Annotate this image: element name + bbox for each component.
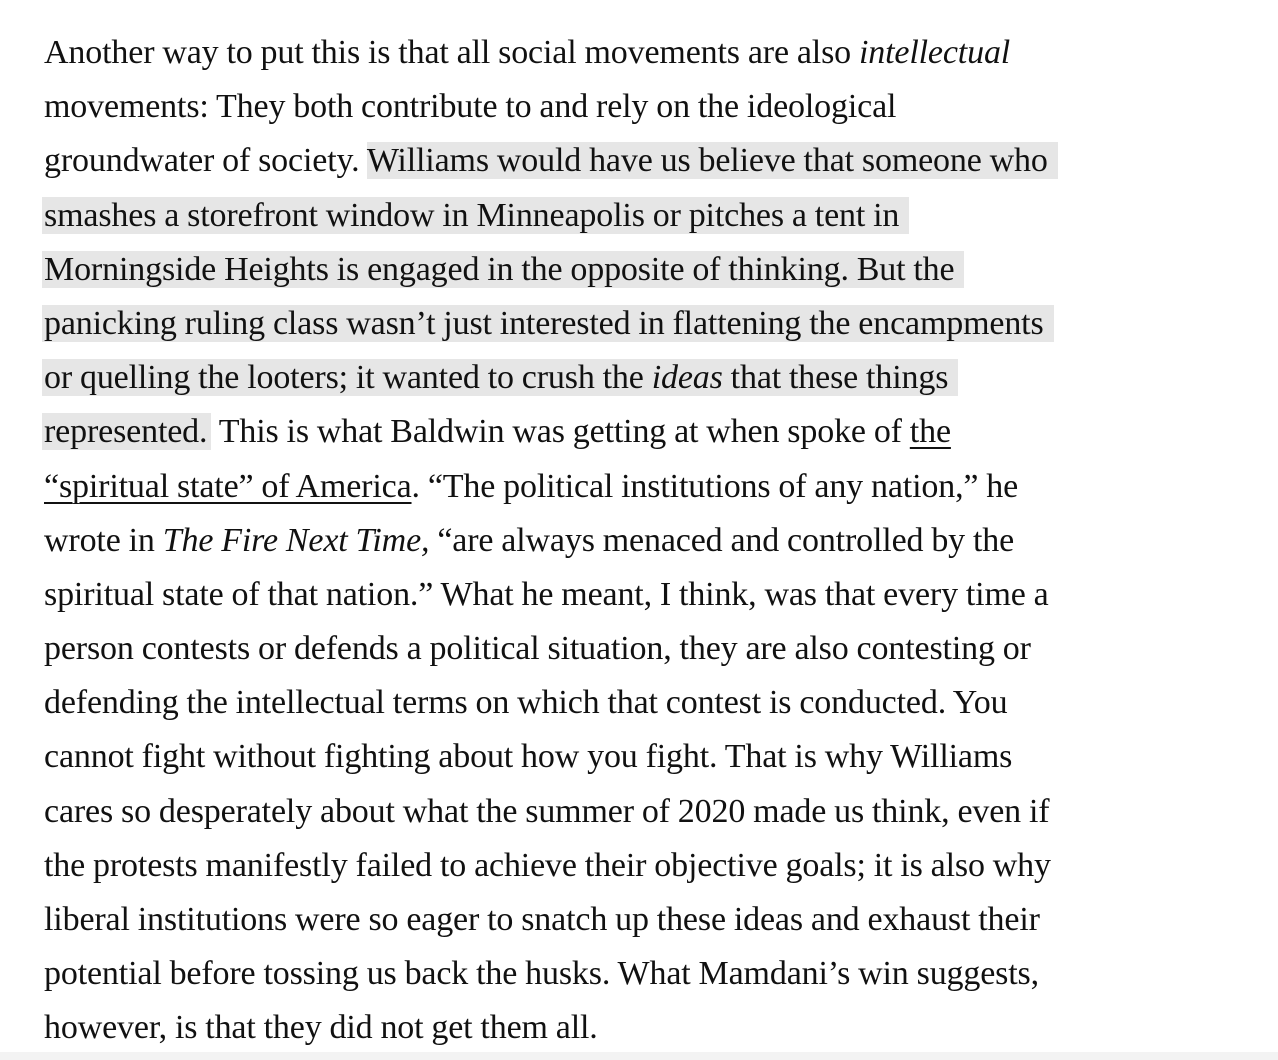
highlighted-text[interactable] xyxy=(42,359,958,396)
text-line xyxy=(44,730,1244,784)
highlighted-text[interactable]: smashes a storefront window in Minneapolis or pitches a tent in xyxy=(42,197,909,234)
text-run: or quelling the looters; it wanted to crush the xyxy=(44,359,652,397)
text-line xyxy=(44,26,1244,80)
page-bottom-edge xyxy=(0,1052,1278,1060)
text-line xyxy=(44,460,1244,514)
text-line xyxy=(44,893,1244,947)
text-run: spiritual state of that nation.” What he meant, I think, was that every time a xyxy=(44,575,1049,613)
text-run: wrote in xyxy=(44,521,163,559)
spiritual-state-link[interactable]: the xyxy=(909,413,951,451)
text-run: “are always menaced and controlled by the xyxy=(429,521,1015,559)
text-run: cares so desperately about what the summer of 2020 made us think, even if xyxy=(44,792,1050,830)
text-run: however, is that they did not get them all. xyxy=(44,1009,598,1047)
text-run: movements: They both contribute to and rely on the ideological xyxy=(44,88,897,126)
text-line xyxy=(44,839,1244,893)
text-line xyxy=(44,351,1244,405)
text-run: the protests manifestly failed to achieve their objective goals; it is also why xyxy=(44,846,1051,884)
highlighted-text[interactable]: Williams would have us believe that someone who xyxy=(367,142,1058,179)
text-line xyxy=(44,297,1244,351)
text-run: This is what Baldwin was getting at when spoke of xyxy=(211,413,910,451)
text-run: potential before tossing us back the husks. What Mamdani’s win suggests, xyxy=(44,955,1039,993)
highlighted-text[interactable]: Morningside Heights is engaged in the opposite of thinking. But the xyxy=(42,251,964,288)
text-line xyxy=(44,568,1244,622)
highlighted-text[interactable]: panicking ruling class wasn’t just interested in flattening the encampments xyxy=(42,305,1054,342)
text-run: . “The political institutions of any nation,” he xyxy=(411,467,1019,505)
text-run: liberal institutions were so eager to snatch up these ideas and exhaust their xyxy=(44,901,1040,938)
text-line xyxy=(44,514,1244,568)
text-run: person contests or defends a political situation, they are also contesting or xyxy=(44,630,1031,668)
text-line xyxy=(44,189,1244,243)
text-line xyxy=(44,1001,1244,1055)
text-run: cannot fight without fighting about how you fight. That is why Williams xyxy=(44,738,1013,776)
italic-text: ideas xyxy=(651,359,723,397)
text-line xyxy=(44,243,1244,297)
text-line xyxy=(44,80,1244,134)
highlighted-text[interactable]: represented. xyxy=(42,413,211,450)
text-line xyxy=(44,947,1244,1001)
text-run: groundwater of society. xyxy=(44,142,367,180)
text-run: defending the intellectual terms on which that contest is conducted. You xyxy=(44,684,1008,722)
text-line xyxy=(44,622,1244,676)
article-paragraph xyxy=(44,26,1244,1056)
text-line xyxy=(44,134,1244,188)
text-line xyxy=(44,785,1244,839)
italic-text: intellectual xyxy=(858,34,1011,71)
spiritual-state-link[interactable]: “spiritual state” of America xyxy=(44,467,412,505)
text-run: that these things xyxy=(722,359,949,397)
text-line xyxy=(44,676,1244,730)
text-run: Another way to put this is that all social movements are also xyxy=(44,34,859,71)
book-title: The Fire Next Time, xyxy=(162,521,430,559)
text-line xyxy=(44,405,1244,459)
